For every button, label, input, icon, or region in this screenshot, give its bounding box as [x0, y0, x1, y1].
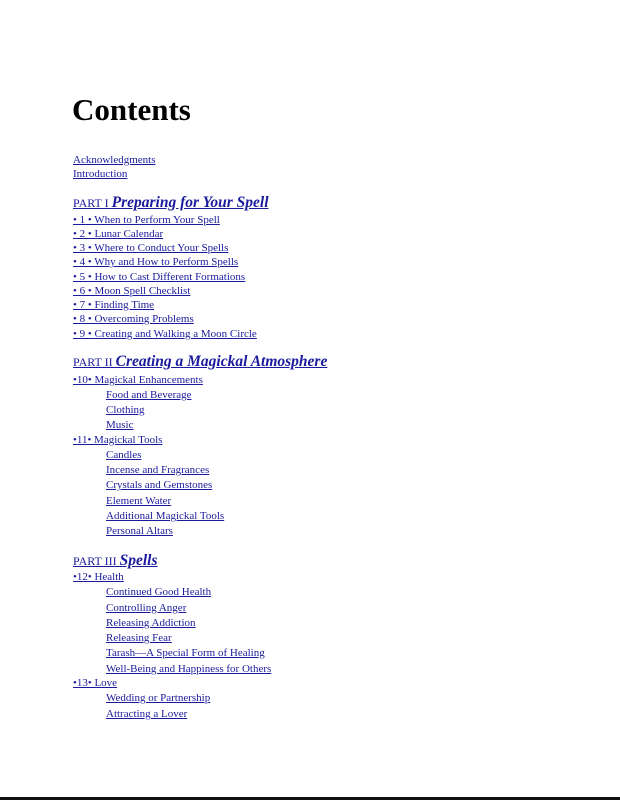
- toc-chapter[interactable]: •12• Health: [73, 571, 124, 583]
- toc-chapter[interactable]: • 2 • Lunar Calendar: [73, 228, 164, 240]
- toc-section[interactable]: Additional Magickal Tools: [106, 510, 225, 522]
- toc-chapter[interactable]: • 6 • Moon Spell Checklist: [73, 285, 191, 297]
- toc-section[interactable]: Clothing: [106, 404, 145, 416]
- toc-section[interactable]: Attracting a Lover: [106, 708, 188, 720]
- toc-chapter[interactable]: • 7 • Finding Time: [73, 299, 155, 311]
- toc-section[interactable]: Personal Altars: [106, 525, 173, 537]
- toc-section[interactable]: Releasing Addiction: [106, 617, 196, 629]
- toc-chapter[interactable]: • 1 • When to Perform Your Spell: [73, 214, 220, 226]
- toc-section[interactable]: Tarash—A Special Form of Healing: [106, 647, 265, 659]
- part-heading[interactable]: [73, 552, 158, 570]
- part-name: Creating a Magickal Atmosphere: [115, 353, 328, 370]
- toc-chapter[interactable]: • 4 • Why and How to Perform Spells: [73, 256, 239, 268]
- toc-section[interactable]: Incense and Fragrances: [106, 464, 210, 476]
- part-heading[interactable]: [73, 353, 327, 371]
- toc-chapter[interactable]: • 3 • Where to Conduct Your Spells: [73, 242, 229, 254]
- part-name: Spells: [119, 552, 158, 569]
- toc-chapter[interactable]: • 8 • Overcoming Problems: [73, 313, 194, 325]
- toc-chapter[interactable]: •13• Love: [73, 677, 118, 689]
- toc-chapter[interactable]: •11• Magickal Tools: [73, 434, 163, 446]
- toc-section[interactable]: Food and Beverage: [106, 389, 192, 401]
- page-title: Contents: [72, 92, 191, 127]
- toc-section[interactable]: Music: [106, 419, 134, 431]
- toc-section[interactable]: Continued Good Health: [106, 586, 212, 598]
- toc-chapter[interactable]: • 5 • How to Cast Different Formations: [73, 271, 246, 283]
- toc-acknowledgments[interactable]: Acknowledgments: [73, 154, 156, 166]
- part-heading[interactable]: [73, 194, 269, 212]
- part-prefix: PART III: [73, 554, 120, 568]
- part-prefix: PART I: [73, 196, 112, 210]
- toc-chapter[interactable]: • 9 • Creating and Walking a Moon Circle: [73, 328, 257, 340]
- part-prefix: PART II: [73, 355, 116, 369]
- toc-section[interactable]: Well-Being and Happiness for Others: [106, 663, 272, 675]
- toc-section[interactable]: Controlling Anger: [106, 602, 187, 614]
- toc-section[interactable]: Candles: [106, 449, 142, 461]
- toc-section[interactable]: Releasing Fear: [106, 632, 172, 644]
- toc-section[interactable]: Wedding or Partnership: [106, 692, 211, 704]
- toc-introduction[interactable]: Introduction: [73, 168, 128, 180]
- toc-section[interactable]: Crystals and Gemstones: [106, 479, 213, 491]
- toc-section[interactable]: Element Water: [106, 495, 172, 507]
- part-name: Preparing for Your Spell: [111, 194, 269, 211]
- toc-chapter[interactable]: •10• Magickal Enhancements: [73, 374, 203, 386]
